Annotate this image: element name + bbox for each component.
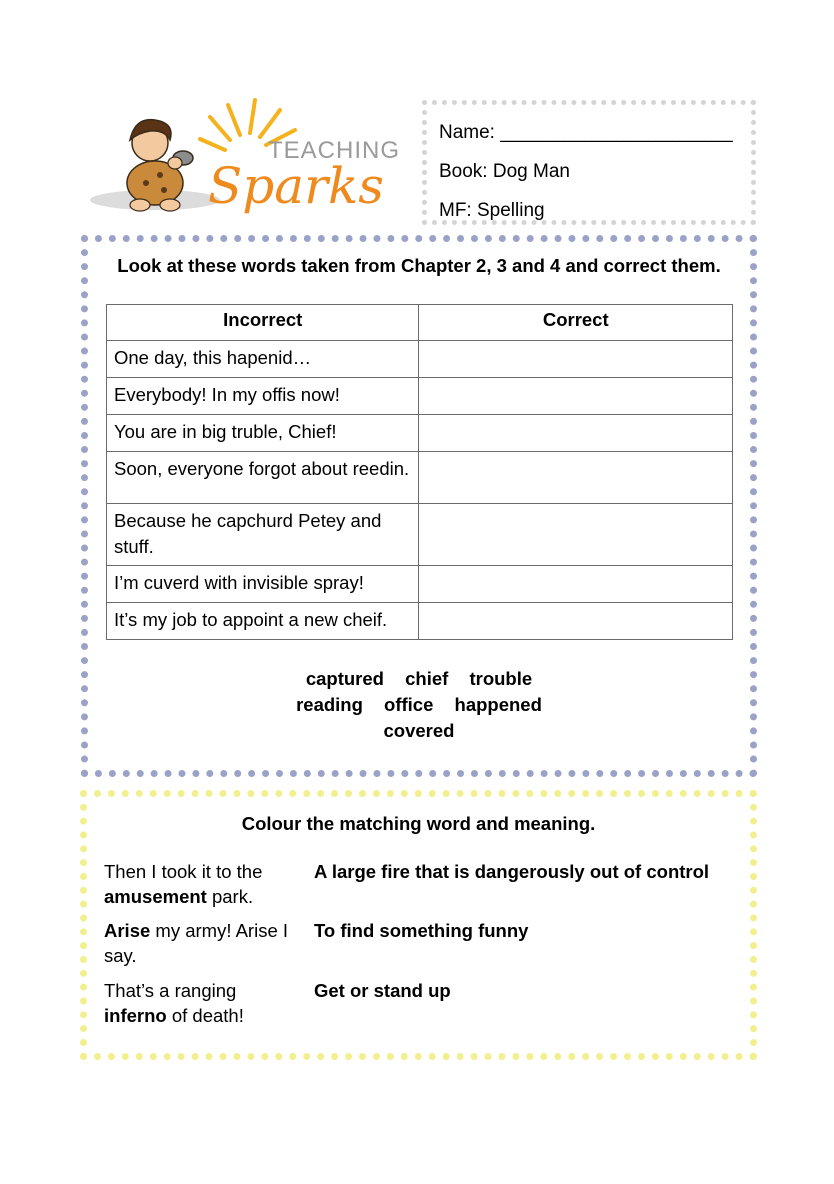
correct-answer-cell[interactable]: [419, 341, 733, 378]
word-bank-line-1: [88, 666, 750, 692]
correct-answer-cell[interactable]: [419, 378, 733, 415]
sentence-text: park.: [206, 886, 254, 907]
table-row: [107, 504, 733, 566]
section1-instruction: Look at these words taken from Chapter 2, 3 and 4 and correct them.: [117, 255, 721, 276]
sentence-text: Then I took it to the: [104, 861, 263, 882]
spelling-table: [106, 304, 733, 640]
word-bank-word: trouble: [469, 668, 533, 689]
target-word: amusement: [104, 886, 207, 907]
header-incorrect: Incorrect: [107, 305, 419, 341]
correct-answer-cell[interactable]: [419, 415, 733, 452]
sentence-text: of death!: [166, 1005, 244, 1026]
word-bank-word: reading: [296, 694, 363, 715]
context-sentence[interactable]: [104, 918, 304, 968]
table-row: [107, 603, 733, 640]
name-field[interactable]: Name: ______________________: [439, 122, 733, 143]
correct-answer-cell[interactable]: [419, 452, 733, 504]
word-bank-line-2: [88, 692, 750, 718]
sentence-text: my army! Arise I say.: [104, 920, 289, 966]
word-meaning-matching-section: [80, 790, 757, 1060]
word-bank: [88, 666, 750, 744]
target-word: inferno: [104, 1005, 167, 1026]
table-row: [107, 566, 733, 603]
logo-text-bottom: Sparks: [208, 157, 384, 215]
incorrect-sentence: I’m cuverd with invisible spray!: [107, 566, 419, 603]
meaning[interactable]: A large fire that is dangerously out of control: [314, 861, 710, 882]
correct-answer-cell[interactable]: [419, 566, 733, 603]
context-sentence[interactable]: [104, 978, 304, 1028]
teaching-sparks-logo: [80, 95, 400, 220]
word-bank-word: happened: [454, 694, 542, 715]
word-bank-word: chief: [405, 668, 449, 689]
incorrect-sentence: Everybody! In my offis now!: [107, 378, 419, 415]
meaning[interactable]: Get or stand up: [314, 980, 451, 1001]
word-bank-word: office: [384, 694, 434, 715]
mf-label: MF: Spelling: [439, 200, 545, 221]
table-row: [107, 378, 733, 415]
correct-answer-cell[interactable]: [419, 603, 733, 640]
word-bank-word: captured: [305, 668, 384, 689]
book-label: Book: Dog Man: [439, 161, 570, 182]
incorrect-sentence: It’s my job to appoint a new cheif.: [107, 603, 419, 640]
incorrect-sentence: Because he capchurd Petey and stuff.: [107, 504, 419, 566]
meaning[interactable]: To find something funny: [314, 920, 529, 941]
incorrect-sentence: One day, this hapenid…: [107, 341, 419, 378]
logo-text-top: TEACHING: [268, 137, 400, 164]
table-row: [107, 452, 733, 504]
table-row: [107, 415, 733, 452]
table-row: [107, 341, 733, 378]
target-word: Arise: [104, 920, 151, 941]
word-bank-line-3: [88, 718, 750, 744]
incorrect-sentence: You are in big truble, Chief!: [107, 415, 419, 452]
section2-instruction: Colour the matching word and meaning.: [241, 813, 596, 834]
header-correct: Correct: [419, 305, 733, 341]
correct-answer-cell[interactable]: [419, 504, 733, 566]
spelling-correction-section: [81, 235, 757, 777]
word-bank-word: covered: [383, 720, 455, 741]
context-sentence[interactable]: [104, 859, 304, 909]
logo-graphic: [80, 95, 400, 220]
incorrect-sentence: Soon, everyone forgot about reedin.: [107, 452, 419, 504]
sentence-text: That’s a ranging: [104, 980, 237, 1001]
student-info-box: [422, 100, 756, 225]
